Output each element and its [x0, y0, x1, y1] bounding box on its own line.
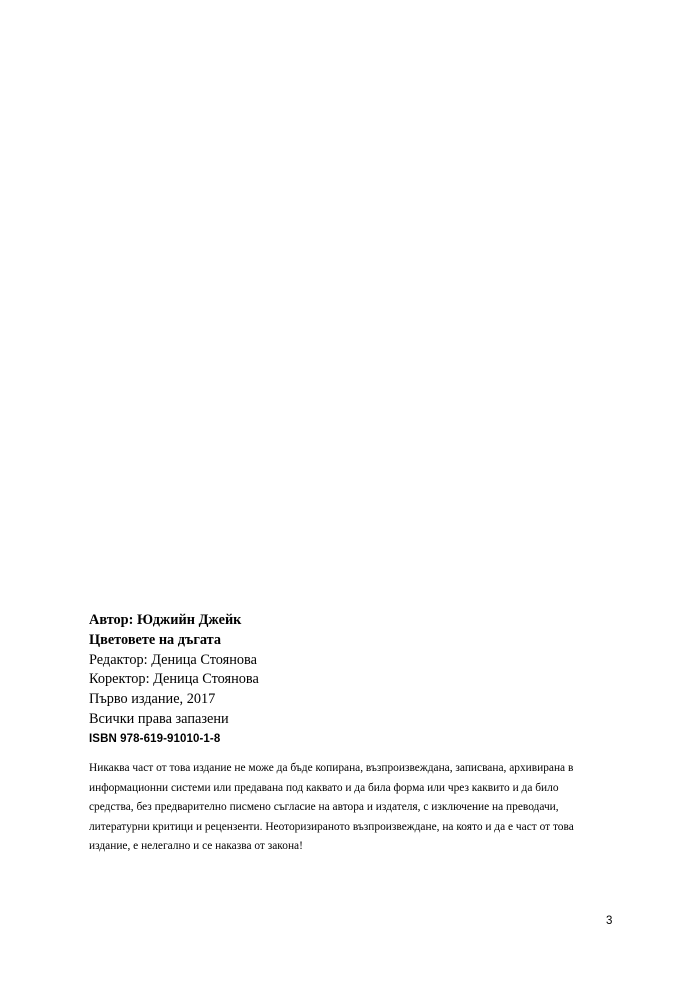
editor-line: Редактор: Деница Стоянова	[89, 651, 257, 668]
copyright-notice-line: издание, е нелегално и се наказва от закона!	[89, 840, 303, 853]
edition-line: Първо издание, 2017	[89, 691, 216, 708]
imprint-block	[89, 611, 609, 749]
isbn-line: ISBN 978-619-91010-1-8	[89, 732, 221, 745]
author-line: Автор: Юджийн Джейк	[89, 612, 242, 628]
rights-line: Всички права запазени	[89, 710, 229, 727]
copyright-notice-line: средства, без предварително писмено съгласие на автора и издателя, с изключение на преводачи,	[89, 801, 559, 814]
proofreader-line: Коректор: Деница Стоянова	[89, 671, 259, 688]
copyright-notice	[89, 759, 629, 857]
page-number: 3	[606, 915, 613, 927]
copyright-notice-line: Никаква част от това издание не може да бъде копирана, възпроизвеждана, записвана, архивирана в	[89, 762, 574, 774]
copyright-notice-line: информационни системи или предавана под каквато и да била форма или чрез каквито и да било	[89, 781, 559, 794]
book-title-line: Цветовете на дъгата	[89, 631, 221, 648]
copyright-notice-line: литературни критици и рецензенти. Неоторизираното възпроизвеждане, на която и да е част от това	[89, 820, 574, 833]
